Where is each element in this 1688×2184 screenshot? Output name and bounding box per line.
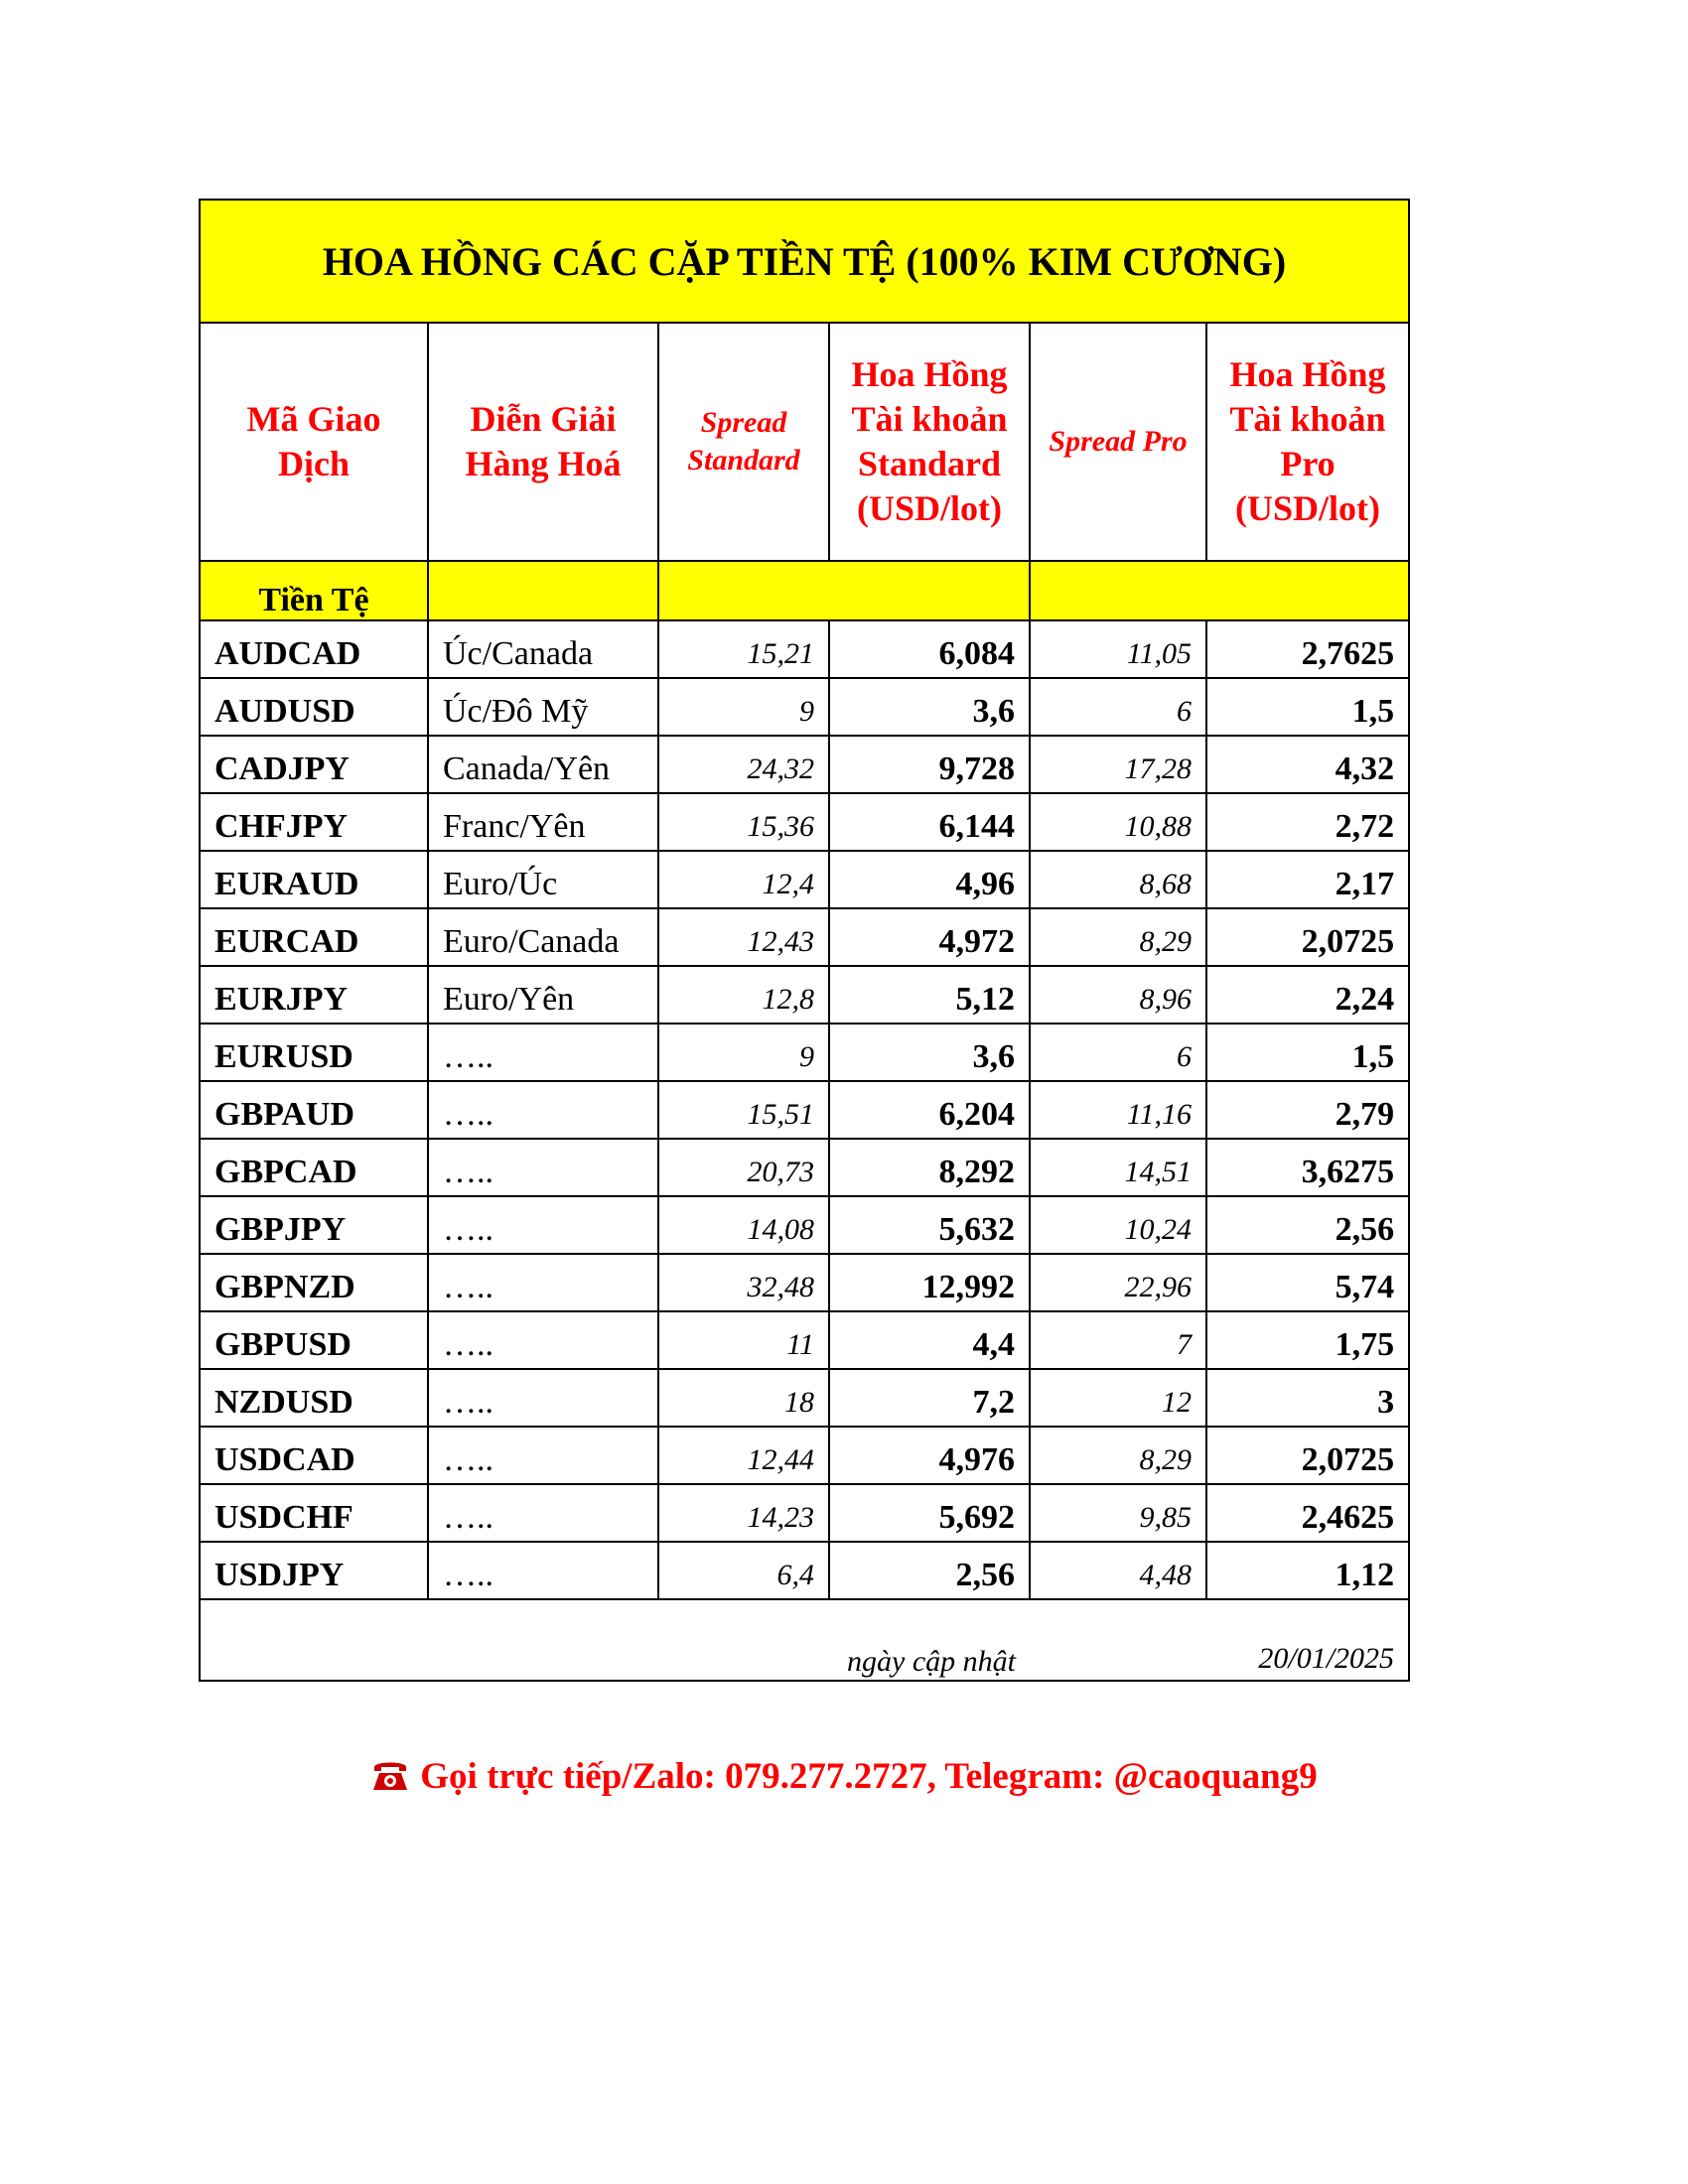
cell-commission-pro: 4,32 [1206, 736, 1409, 793]
cell-commission-pro: 2,24 [1206, 966, 1409, 1024]
header-commission-standard: Hoa Hồng Tài khoản Standard (USD/lot) [829, 323, 1030, 561]
cell-description: Úc/Đô Mỹ [428, 678, 658, 736]
cell-spread-standard: 15,51 [658, 1081, 829, 1139]
cell-spread-pro: 8,29 [1030, 1427, 1206, 1484]
cell-spread-standard: 11 [658, 1311, 829, 1369]
cell-code: EURAUD [200, 851, 428, 908]
table-row [200, 620, 1409, 678]
cell-code: USDJPY [200, 1542, 428, 1599]
cell-spread-standard: 32,48 [658, 1254, 829, 1311]
header-spread-standard: Spread Standard [658, 323, 829, 561]
cell-spread-standard: 12,8 [658, 966, 829, 1024]
cell-commission-pro: 2,4625 [1206, 1484, 1409, 1542]
table-row [200, 1369, 1409, 1427]
cell-spread-pro: 12 [1030, 1369, 1206, 1427]
cell-commission-pro: 2,79 [1206, 1081, 1409, 1139]
cell-commission-standard: 9,728 [829, 736, 1030, 793]
cell-code: EURJPY [200, 966, 428, 1024]
cell-code: USDCAD [200, 1427, 428, 1484]
cell-commission-standard: 3,6 [829, 678, 1030, 736]
cell-commission-pro: 2,17 [1206, 851, 1409, 908]
cell-spread-standard: 6,4 [658, 1542, 829, 1599]
cell-spread-pro: 9,85 [1030, 1484, 1206, 1542]
footer-body [200, 1599, 1409, 1681]
footer-cell-empty [200, 1599, 428, 1681]
commission-table [199, 199, 1410, 1682]
updated-label: ngày cập nhật [829, 1599, 1030, 1681]
cell-spread-standard: 9 [658, 678, 829, 736]
cell-spread-standard: 9 [658, 1024, 829, 1081]
cell-commission-standard: 5,692 [829, 1484, 1030, 1542]
cell-commission-pro: 2,56 [1206, 1196, 1409, 1254]
cell-spread-standard: 15,36 [658, 793, 829, 851]
cell-commission-pro: 3,6275 [1206, 1139, 1409, 1196]
cell-spread-pro: 4,48 [1030, 1542, 1206, 1599]
table-row [200, 1254, 1409, 1311]
cell-description: Canada/Yên [428, 736, 658, 793]
cell-spread-standard: 14,23 [658, 1484, 829, 1542]
cell-description: ….. [428, 1254, 658, 1311]
cell-commission-standard: 8,292 [829, 1139, 1030, 1196]
rows-body [200, 620, 1409, 1599]
cell-description: Euro/Canada [428, 908, 658, 966]
cell-spread-standard: 24,32 [658, 736, 829, 793]
section-label: Tiền Tệ [200, 561, 428, 620]
cell-code: GBPCAD [200, 1139, 428, 1196]
cell-spread-pro: 6 [1030, 678, 1206, 736]
cell-spread-pro: 17,28 [1030, 736, 1206, 793]
cell-commission-standard: 2,56 [829, 1542, 1030, 1599]
cell-code: EURCAD [200, 908, 428, 966]
cell-code: NZDUSD [200, 1369, 428, 1427]
contact-text: Gọi trực tiếp/Zalo: 079.277.2727, Telegram: @caoquang9 [420, 1756, 1318, 1797]
table-row [200, 1484, 1409, 1542]
cell-spread-pro: 11,16 [1030, 1081, 1206, 1139]
cell-spread-pro: 22,96 [1030, 1254, 1206, 1311]
header-spread-pro: Spread Pro [1030, 323, 1206, 561]
cell-description: ….. [428, 1542, 658, 1599]
cell-spread-standard: 12,44 [658, 1427, 829, 1484]
cell-description: ….. [428, 1311, 658, 1369]
commission-table-container [199, 199, 1408, 1682]
cell-description: Franc/Yên [428, 793, 658, 851]
cell-code: GBPNZD [200, 1254, 428, 1311]
cell-commission-standard: 4,4 [829, 1311, 1030, 1369]
section-cell-empty [1206, 561, 1409, 620]
cell-spread-standard: 14,08 [658, 1196, 829, 1254]
cell-spread-pro: 10,88 [1030, 793, 1206, 851]
cell-code: AUDCAD [200, 620, 428, 678]
cell-spread-pro: 8,29 [1030, 908, 1206, 966]
cell-spread-pro: 14,51 [1030, 1139, 1206, 1196]
cell-code: CHFJPY [200, 793, 428, 851]
cell-commission-pro: 2,0725 [1206, 908, 1409, 966]
cell-commission-standard: 6,144 [829, 793, 1030, 851]
header-code: Mã Giao Dịch [200, 323, 428, 561]
header-row [200, 323, 1409, 561]
cell-commission-pro: 1,5 [1206, 678, 1409, 736]
table-row [200, 1024, 1409, 1081]
cell-spread-pro: 6 [1030, 1024, 1206, 1081]
header-description: Diễn Giải Hàng Hoá [428, 323, 658, 561]
cell-spread-standard: 12,43 [658, 908, 829, 966]
section-cell-empty [428, 561, 658, 620]
table-row [200, 678, 1409, 736]
header-commission-pro: Hoa Hồng Tài khoản Pro (USD/lot) [1206, 323, 1409, 561]
cell-description: Euro/Yên [428, 966, 658, 1024]
cell-code: GBPUSD [200, 1311, 428, 1369]
cell-spread-pro: 7 [1030, 1311, 1206, 1369]
table-row [200, 1427, 1409, 1484]
section-cell-empty [658, 561, 829, 620]
table-row [200, 793, 1409, 851]
table-title: HOA HỒNG CÁC CẶP TIỀN TỆ (100% KIM CƯƠNG) [200, 200, 1409, 323]
cell-commission-standard: 6,204 [829, 1081, 1030, 1139]
cell-description: ….. [428, 1024, 658, 1081]
cell-description: Úc/Canada [428, 620, 658, 678]
cell-spread-standard: 12,4 [658, 851, 829, 908]
cell-description: ….. [428, 1139, 658, 1196]
updated-date: 20/01/2025 [1206, 1599, 1409, 1681]
section-cell-empty [829, 561, 1030, 620]
cell-spread-pro: 10,24 [1030, 1196, 1206, 1254]
footer-cell-empty [658, 1599, 829, 1681]
telephone-icon [370, 1758, 410, 1792]
section-row [200, 561, 1409, 620]
cell-commission-pro: 1,12 [1206, 1542, 1409, 1599]
cell-code: GBPAUD [200, 1081, 428, 1139]
table-row [200, 1196, 1409, 1254]
table-row [200, 1139, 1409, 1196]
cell-commission-pro: 5,74 [1206, 1254, 1409, 1311]
cell-commission-pro: 3 [1206, 1369, 1409, 1427]
cell-commission-standard: 12,992 [829, 1254, 1030, 1311]
table-body [200, 200, 1409, 620]
table-row [200, 1542, 1409, 1599]
cell-commission-standard: 3,6 [829, 1024, 1030, 1081]
table-row [200, 1081, 1409, 1139]
table-row [200, 908, 1409, 966]
cell-commission-standard: 7,2 [829, 1369, 1030, 1427]
cell-commission-standard: 5,12 [829, 966, 1030, 1024]
cell-description: ….. [428, 1196, 658, 1254]
cell-description: ….. [428, 1427, 658, 1484]
cell-spread-standard: 18 [658, 1369, 829, 1427]
cell-spread-pro: 8,96 [1030, 966, 1206, 1024]
cell-code: CADJPY [200, 736, 428, 793]
cell-commission-pro: 2,72 [1206, 793, 1409, 851]
cell-commission-standard: 4,972 [829, 908, 1030, 966]
cell-commission-pro: 2,7625 [1206, 620, 1409, 678]
footer-cell-empty [428, 1599, 658, 1681]
title-row [200, 200, 1409, 323]
cell-description: Euro/Úc [428, 851, 658, 908]
cell-spread-standard: 20,73 [658, 1139, 829, 1196]
footer-row [200, 1599, 1409, 1681]
cell-spread-pro: 11,05 [1030, 620, 1206, 678]
table-row [200, 966, 1409, 1024]
cell-code: USDCHF [200, 1484, 428, 1542]
cell-commission-standard: 4,96 [829, 851, 1030, 908]
section-cell-empty [1030, 561, 1206, 620]
cell-spread-pro: 8,68 [1030, 851, 1206, 908]
table-row [200, 851, 1409, 908]
cell-description: ….. [428, 1484, 658, 1542]
cell-code: AUDUSD [200, 678, 428, 736]
cell-code: GBPJPY [200, 1196, 428, 1254]
table-row [200, 736, 1409, 793]
cell-commission-standard: 6,084 [829, 620, 1030, 678]
footer-cell-empty [1030, 1599, 1206, 1681]
cell-commission-standard: 4,976 [829, 1427, 1030, 1484]
cell-description: ….. [428, 1369, 658, 1427]
cell-commission-pro: 1,75 [1206, 1311, 1409, 1369]
contact-line [0, 1755, 1688, 1798]
cell-description: ….. [428, 1081, 658, 1139]
cell-code: EURUSD [200, 1024, 428, 1081]
cell-commission-pro: 1,5 [1206, 1024, 1409, 1081]
cell-commission-pro: 2,0725 [1206, 1427, 1409, 1484]
table-row [200, 1311, 1409, 1369]
cell-commission-standard: 5,632 [829, 1196, 1030, 1254]
cell-spread-standard: 15,21 [658, 620, 829, 678]
